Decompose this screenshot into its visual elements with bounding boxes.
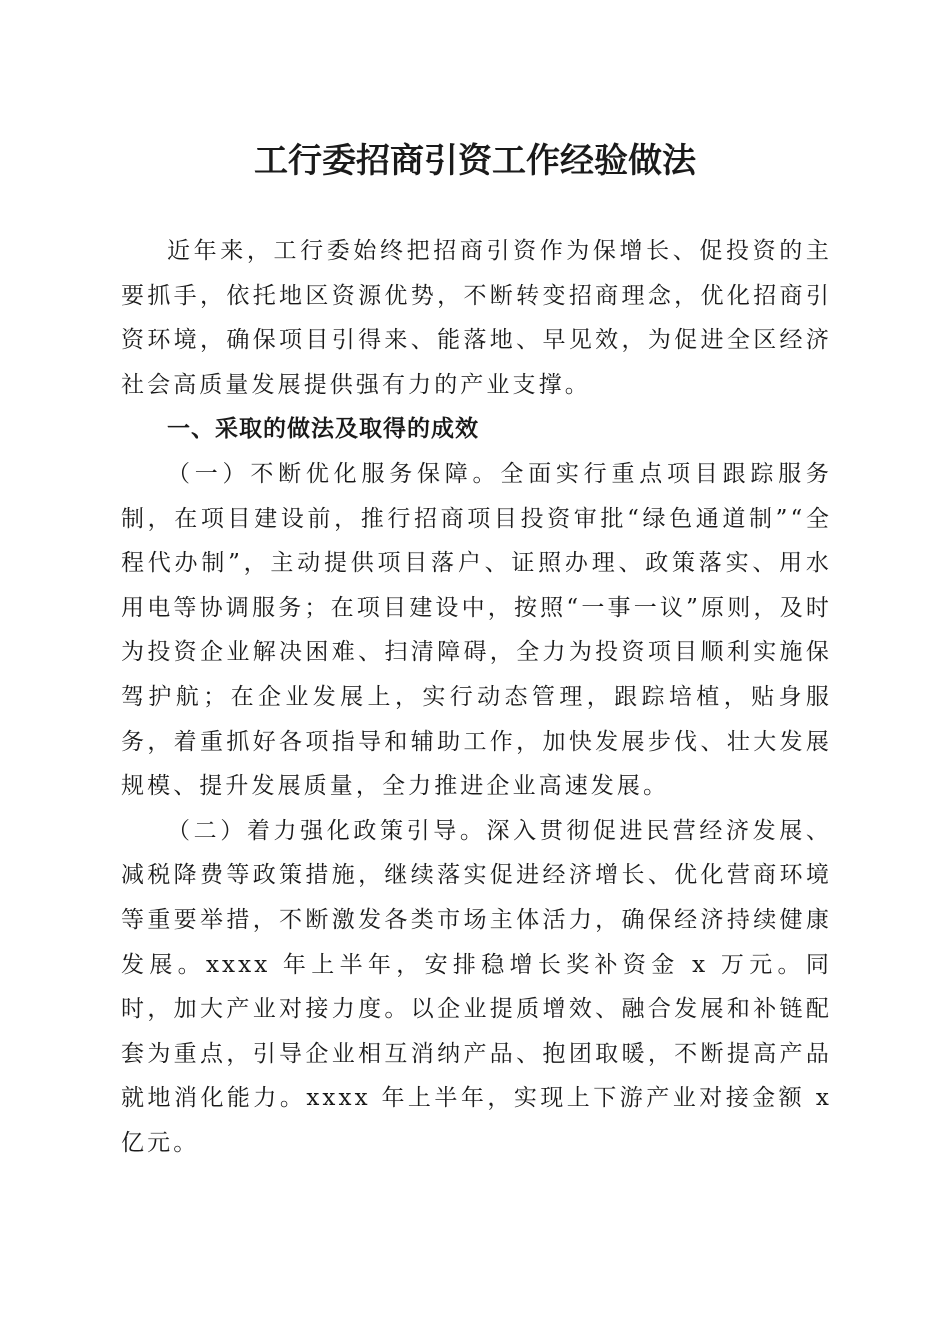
intro-paragraph: 近年来，工行委始终把招商引资作为保增长、促投资的主要抓手，依托地区资源优势，不断转变招商理念，优化招商引资环境，确保项目引得来、能落地、早见效，为促进全区经济社会高质量发展提供强有力的产业支撑。 — [121, 238, 832, 398]
subsection-2-lead: （二）着力强化政策引导。 — [167, 817, 487, 844]
subsection-1-text: 全面实行重点项目跟踪服务制，在项目建设前，推行招商项目投资审批“绿色通道制”“全程代办制”，主动提供项目落户、证照办理、政策落实、用水用电等协调服务；在项目建设中，按照“一事一议”原则，及时为投资企业解决困难、扫清障碍，全力为投资项目顺利实施保驾护航；在企业发展上，实行动态管理，跟踪培植，贴身服务，着重抓好各项指导和辅助工作，加快发展步伐、壮大发展规模、提升发展质量，全力推进企业高速发展。 — [121, 460, 833, 800]
document-body — [121, 229, 832, 1165]
subsection-1-lead: （一）不断优化服务保障。 — [167, 460, 501, 487]
section-heading: 一、采取的做法及取得的成效 — [167, 416, 479, 443]
subsection-2-paragraph — [121, 809, 832, 1166]
document-title: 工行委招商引资工作经验做法 — [254, 141, 696, 181]
subsection-2-text: 深入贯彻促进民营经济发展、减税降费等政策措施，继续落实促进经济增长、优化营商环境等重要举措，不断激发各类市场主体活力，确保经济持续健康发展。xxxx 年上半年，安排稳增长奖补资金 x 万元。同时，加大产业对接力度。以企业提质增效、融合发展和补链配套为重点，引导企业相互消纳产品、抱团取暖，不断提高产品就地消化能力。xxxx 年上半年，实现上下游产业对接金额 x 亿元。 — [121, 817, 832, 1156]
subsection-1-paragraph — [121, 452, 832, 809]
